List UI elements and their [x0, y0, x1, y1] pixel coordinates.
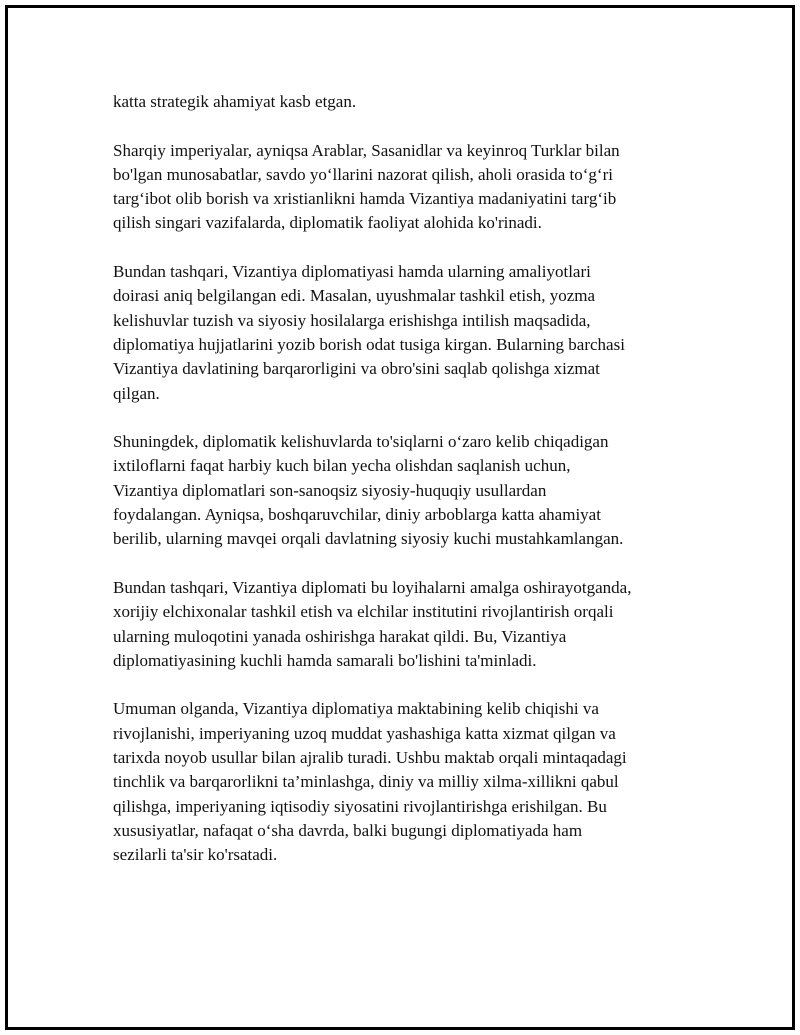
- paragraph-2: Sharqiy imperiyalar, ayniqsa Arablar, Sasanidlar va keyinroq Turklar bilan bo'lgan munosabatlar, savdo yo‘llarini nazorat qilish, aholi orasida to‘g‘ri targ‘ibot olib borish va xristianlikni hamda Vizantiya madaniyatini targ‘ib qilish singari vazifalarda, diplomatik faoliyat alohida ko'rinadi.: [113, 140, 620, 233]
- paragraph-3: Bundan tashqari, Vizantiya diplomatiyasi hamda ularning amaliyotlari doirasi aniq belgilangan edi. Masalan, uyushmalar tashkil etish, yozma kelishuvlar tuzish va siyosiy hosilalarga erishishga intilish maqsadida, diplomatiya hujjatlarini yozib borish odat tusiga kirgan. Bularning barchasi Vizantiya davlatining barqarorligini va obro'sini saqlab qolishga xizmat qilgan.: [113, 262, 625, 403]
- paragraph-4: Shuningdek, diplomatik kelishuvlarda to'siqlarni o‘zaro kelib chiqadigan ixtiloflarni faqat harbiy kuch bilan yecha olishdan saqlanish uchun, Vizantiya diplomatlari son-sanoqsiz siyosiy-huquqiy usullardan foydalangan. Ayniqsa, boshqaruvchilar, diniy arboblarga katta ahamiyat berilib, ularning mavqei orqali davlatning siyosiy kuchi mustahkamlangan.: [113, 432, 624, 549]
- paragraph-6: Umuman olganda, Vizantiya diplomatiya maktabining kelib chiqishi va rivojlanishi, imperiyaning uzoq muddat yashashiga katta xizmat qilgan va tarixda noyob usullar bilan ajralib turadi. Ushbu maktab orqali mintaqadagi tinchlik va barqarorlikni ta’minlashga, diniy va milliy xilma-xillikni qabul qilishga, imperiyaning iqtisodiy siyosatini rivojlantirishga erishilgan. Bu xususiyatlar, nafaqat o‘sha davrda, balki bugungi diplomatiyada ham sezilarli ta'sir ko'rsatadi.: [113, 699, 627, 865]
- paragraph-5: Bundan tashqari, Vizantiya diplomati bu loyihalarni amalga oshirayotganda, xorijiy elchixonalar tashkil etish va elchilar institutini rivojlantirish orqali ularning muloqotini yanada oshirishga harakat qildi. Bu, Vizantiya diplomatiyasining kuchli hamda samarali bo'lishini ta'minladi.: [113, 577, 632, 670]
- document-body: [113, 90, 703, 892]
- paragraph-1: katta strategik ahamiyat kasb etgan.: [113, 92, 357, 111]
